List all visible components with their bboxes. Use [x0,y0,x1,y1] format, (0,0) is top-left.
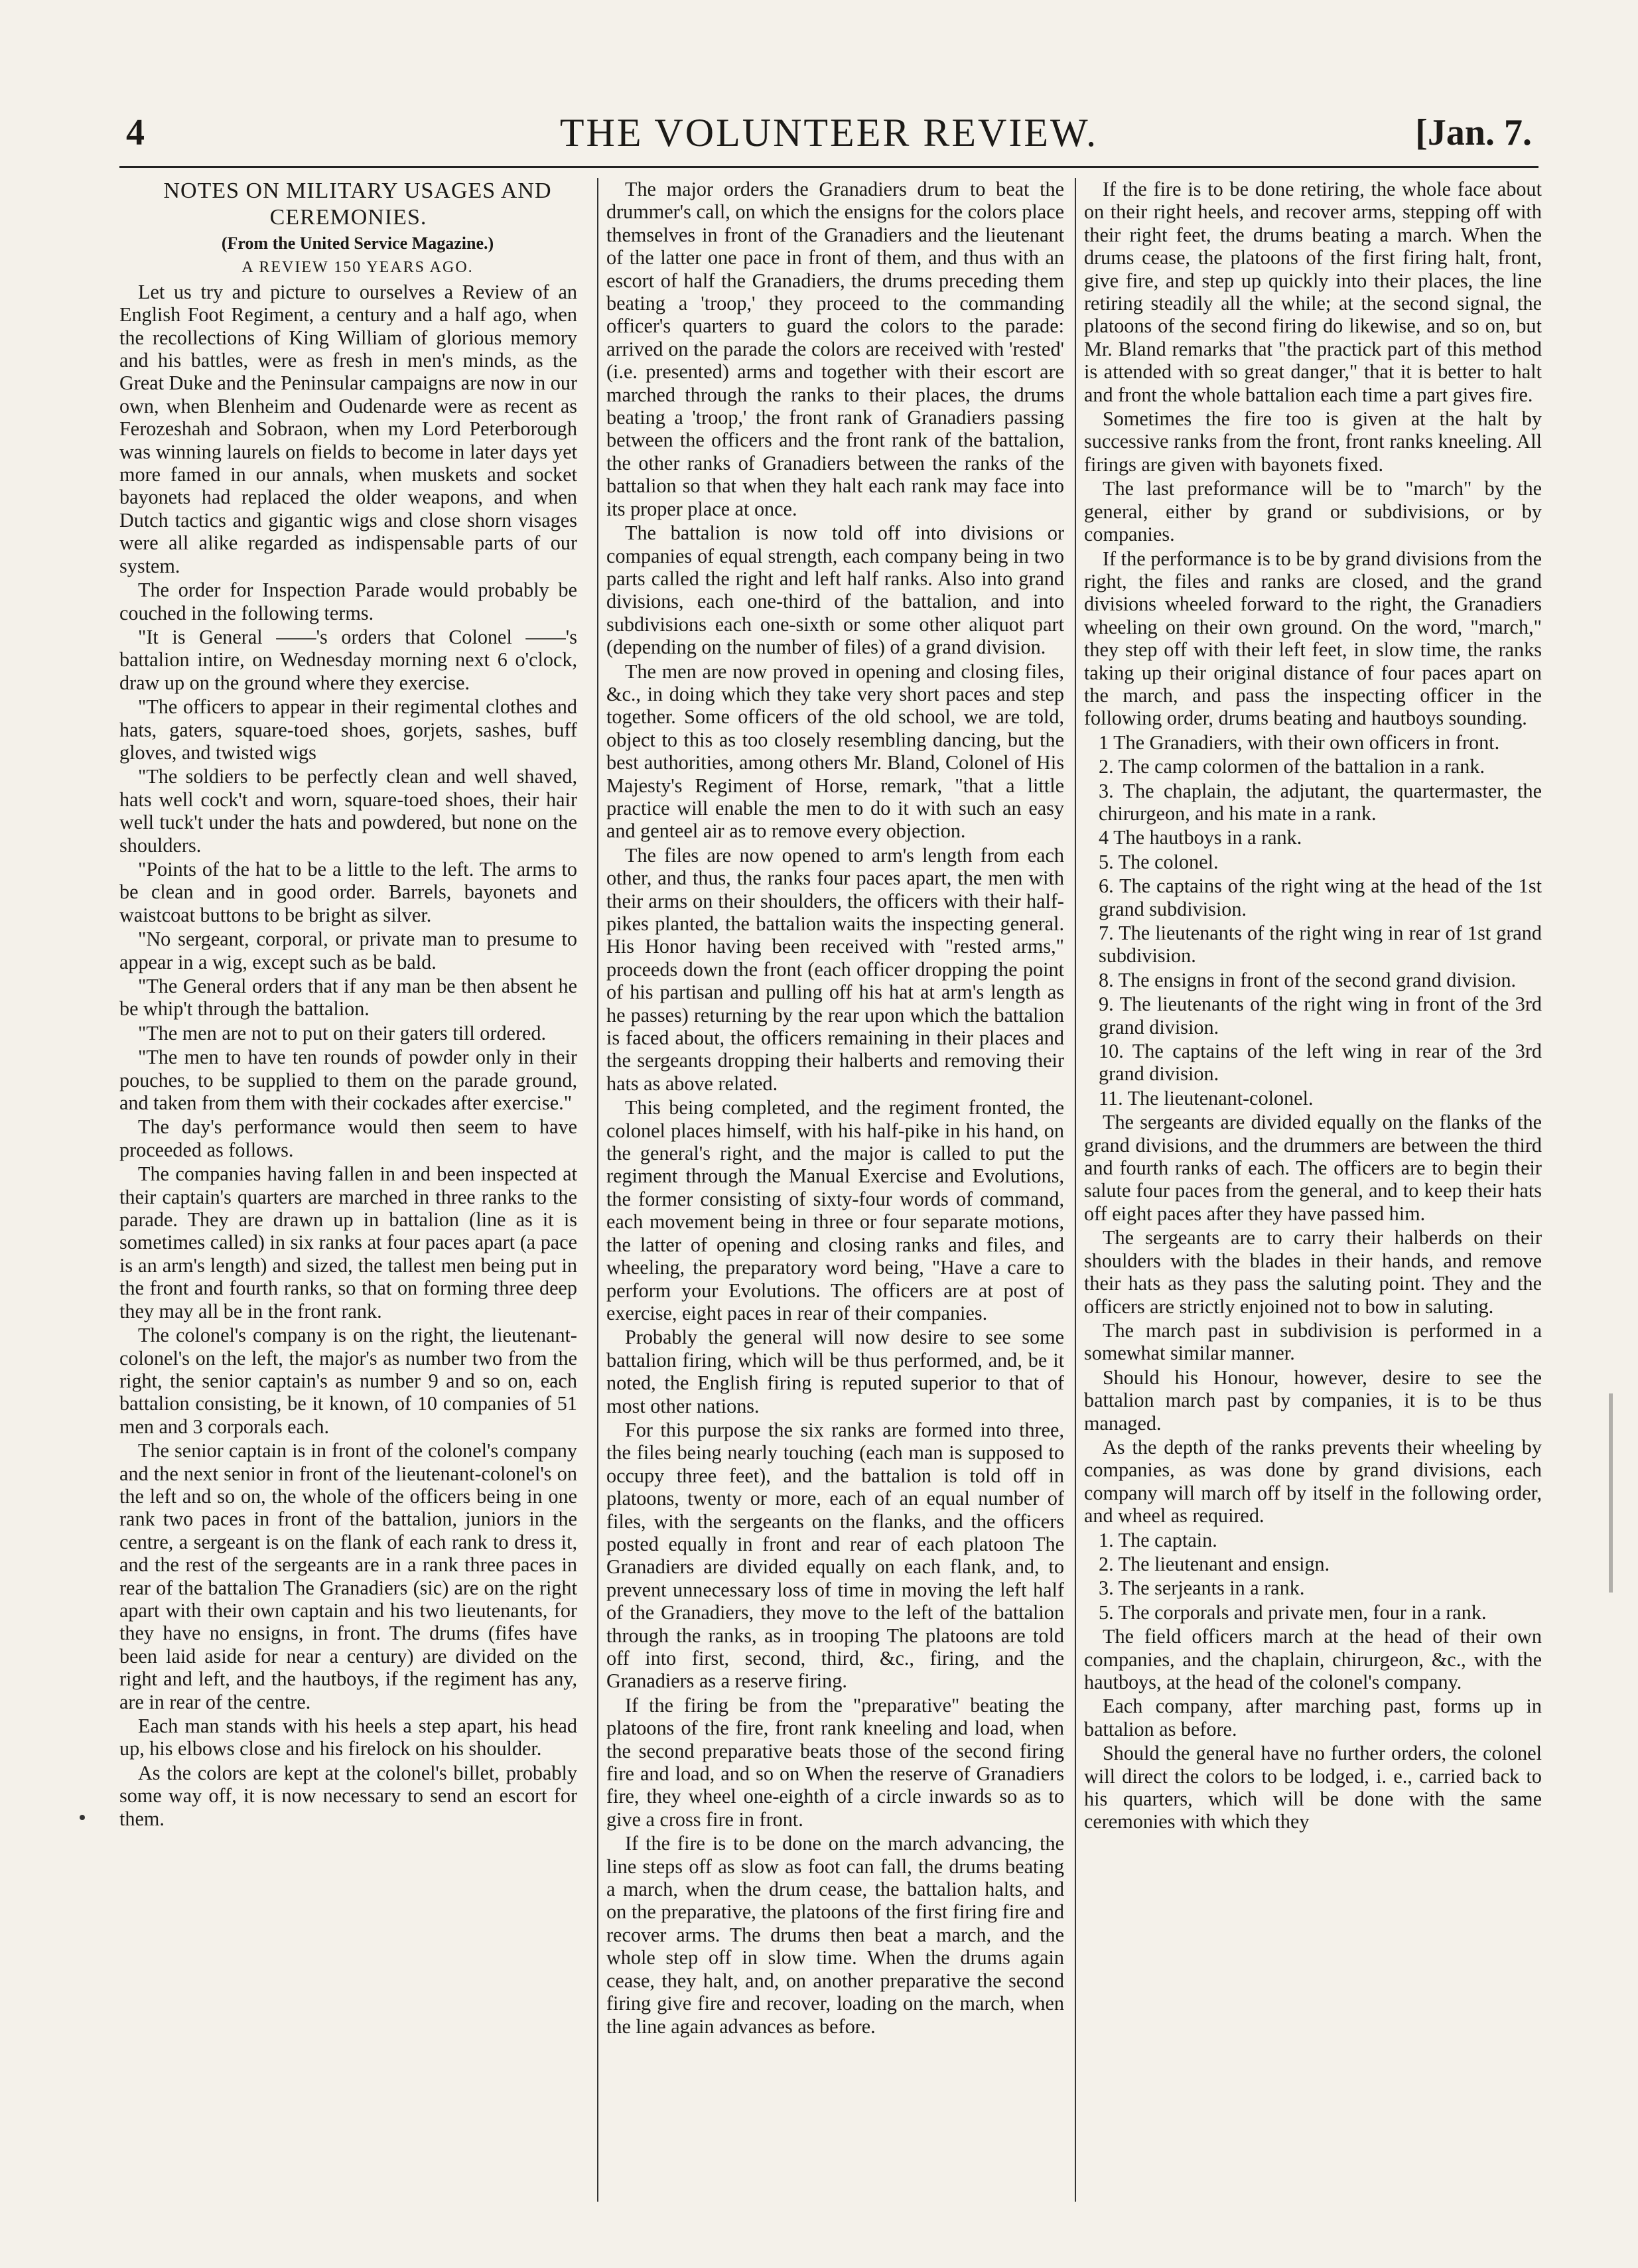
paragraph: Each company, after marching past, forms up in battalion as before. [1084,1695,1542,1740]
paragraph: "No sergeant, corporal, or private man to presume to appear in a wig, except such as be bald. [119,928,577,973]
order-list-item: 2. The camp colormen of the battalion in a rank. [1099,755,1485,778]
page-header [119,106,1538,168]
paragraph: If the fire is to be done on the march advancing, the line steps off as slow as foot can fall, the drums beating a march, when the drum cease, the battalion halts, and on the preparative, the platoons of the first firing fire and recover arms. The drums then beat a march, and the whole step off in slow time. When the drums again cease, they halt, and, on another preparative the second firing give fire and recover, loading on the march, when the line again advances as before. [606,1832,1064,2038]
paragraph: The sergeants are to carry their halberds on their shoulders with the blades in their hands, and remove their hats as they pass the saluting point. They and the officers are strictly enjoined not to bow in saluting. [1084,1226,1542,1318]
paragraph: Should the general have no further orders, the colonel will direct the colors to be lodged, i. e., carried back to his quarters, which will be done with the same ceremonies with which they [1084,1742,1542,1833]
paragraph: The companies having fallen in and been inspected at their captain's quarters are marched in three ranks to the parade. They are drawn up in battalion (line as it is sometimes called) in six ranks at four paces apart (a pace is an arm's length) and sized, the tallest men being put in the front and fourth ranks, so that on forming three deep they may all be in the front rank. [119,1163,577,1322]
paragraph: Should his Honour, however, desire to see the battalion march past by companies, it is to be thus managed. [1084,1366,1542,1435]
paragraph: "Points of the hat to be a little to the left. The arms to be clean and in good order. Barrels, bayonets and waistcoat buttons to be bright as silver. [119,857,577,926]
order-list-item: 3. The serjeants in a rank. [1099,1577,1305,1600]
paragraph: If the fire is to be done retiring, the whole face about on their right heels, and recover arms, stepping off with their right feet, the drums beating a march. When the drums cease, the platoons of the first firing halt, front, give fire, and step up quickly into their places, the line retiring steadily all the while; at the second signal, the platoons of the second firing do likewise, and so on, but Mr. Bland remarks that "the practick part of this method is attended with so great danger," that it is better to halt and front the whole battalion each time a part gives fire. [1084,178,1542,406]
publication-title: THE VOLUNTEER REVIEW. [559,111,1099,155]
order-list-item: 9. The lieutenants of the right wing in front of the 3rd grand division. [1099,993,1542,1038]
order-list-item: 1. The captain. [1099,1528,1217,1551]
paragraph: The men are now proved in opening and closing files, &c., in doing which they take very short paces and step together. Some officers of the old school, we are told, object to this as too closely resembling dancing, but the best authorities, among others Mr. Bland, Colonel of His Majesty's Regiment of Horse, remark, "that a little practice will enable the men to do it with such an easy and genteel air as to remove every objection. [606,660,1064,843]
paragraph: If the performance is to be by grand divisions from the right, the files and ranks are closed, and the grand divisions wheeled forward to the right, the Granadiers wheeling on their own ground. On the word, "march," they step off with their left feet, in slow time, the ranks taking up their original distance of four paces apart on the march, and pass the inspecting officer in the following order, drums beating and hautboys sounding. [1084,547,1542,730]
paragraph: "It is General ——'s orders that Colonel ——'s battalion intire, on Wednesday morning next 6 o'clock, draw up on the ground where they exercise. [119,625,577,694]
paragraph: The major orders the Granadiers drum to beat the drummer's call, on which the ensigns for the colors place themselves in front of the Granadiers and the lieutenant of the latter one pace in front of them, and thus with an escort of half the Granadiers, the drums preceding them beating a 'troop,' they proceed to the commanding officer's quarters to guard the colors to the parade: arrived on the parade the colors are received with 'rested' (i.e. presented) arms and together with their escort are marched through the ranks to their places, the drums beating a 'troop,' the front rank of Granadiers passing between the officers and the front rank of the battalion, the other ranks of Granadiers between the ranks of the battalion so that when they halt each rank may face into its proper place at once. [606,178,1064,520]
order-list-item: 10. The captains of the left wing in rear of the 3rd grand division. [1099,1040,1542,1086]
order-list-item: 5. The colonel. [1099,850,1219,873]
paragraph: Let us try and picture to ourselves a Review of an English Foot Regiment, a century and a half ago, when the recollections of King William of glorious memory and his battles, were as fresh in men's minds, as the Great Duke and the Peninsular campaigns are now in our own, when Blenheim and Oudenarde were as recent as Ferozeshah and Sobraon, when my Lord Peterborough was winning laurels on fields to become in later days yet more famed in our annals, when muskets and socket bayonets had replaced the older weapons, and when Dutch tactics and gigantic wigs and close shorn visages were all alike regarded as indispensable parts of our system. [119,280,577,577]
paragraph: The order for Inspection Parade would probably be couched in the following terms. [119,579,577,624]
article-title: NOTES ON MILITARY USAGES AND CEREMONIES. [163,178,552,230]
paragraph: Sometimes the fire too is given at the halt by successive ranks from the front, front ranks kneeling. All firings are given with bayonets fixed. [1084,407,1542,476]
paragraph: As the depth of the ranks prevents their wheeling by companies, as was done by grand divisions, each company will march off by itself in the following order, and wheel as required. [1084,1435,1542,1527]
ink-speck [80,1815,85,1820]
order-list-item: 4 The hautboys in a rank. [1099,826,1302,849]
paragraph: For this purpose the six ranks are formed into three, the files being nearly touching (each man is supposed to occupy three feet), and the battalion is told off in platoons, twenty or more, each of an equal number of files, with the sergeants on the flanks, and the officers posted equally in front and rear of each platoon The Granadiers are divided equally on each flank, and, to prevent unnecessary loss of time in moving the left half of the Granadiers, they move to the left of the battalion through the ranks, as in trooping The platoons are told off into first, second, third, &c., firing, and the Granadiers as a reserve firing. [606,1418,1064,1693]
paragraph: The battalion is now told off into divisions or companies of equal strength, each company being in two parts called the right and left half ranks. Also into grand divisions, each one-third of the battalion, and into subdivisions each one-sixth or some other aliquot part (depending on the number of files) of a grand division. [606,522,1064,659]
page-edge-shadow [1609,1393,1613,1593]
order-list-item: 11. The lieutenant-colonel. [1099,1086,1314,1109]
paragraph: The field officers march at the head of their own companies, and the chaplain, chirurgeon, &c., with the hautboys, at the head of the colonel's company. [1084,1625,1542,1693]
order-list-item: 5. The corporals and private men, four in a rank. [1099,1600,1487,1624]
paragraph: The sergeants are divided equally on the flanks of the grand divisions, and the drummers are between the third and fourth ranks of each. The officers are to begin their salute four paces from the general, and to keep their hats off eight paces after they have passed him. [1084,1111,1542,1225]
issue-date: [Jan. 7. [1415,112,1532,153]
paragraph: The colonel's company is on the right, the lieutenant-colonel's on the left, the major's as number two from the right, the senior captain's as number 9 and so on, each battalion consisting, be it known, of 10 companies of 51 men and 3 corporals each. [119,1324,577,1438]
paragraph: If the firing be from the "preparative" beating the platoons of the fire, front rank kneeling and load, when the second preparative beats those of the second firing fire and load, and so on When the reserve of Granadiers fire, they wheel one-eighth of a circle inwards so as to give a cross fire in front. [606,1693,1064,1831]
paragraph: Probably the general will now desire to see some battalion firing, which will be thus performed, and, be it noted, the English firing is reputed superior to that of most other nations. [606,1326,1064,1417]
paragraph: "The officers to appear in their regimental clothes and hats, gaters, square-toed shoes, gorjets, sashes, buff gloves, and twisted wigs [119,695,577,764]
paragraph: The march past in subdivision is performed in a somewhat similar manner. [1084,1318,1542,1365]
paragraph: "The men are not to put on their gaters till ordered. [138,1021,547,1044]
paragraph: This being completed, and the regiment fronted, the colonel places himself, with his half-pike in his hand, on the general's right, and the major is called to put the regiment through the Manual Exercise and Evolutions, the former consisting of sixty-four words of command, each movement being in three or four separate motions, the latter of opening and closing ranks and files, and wheeling, the preparatory word being, "Have a care to perform your Evolutions. The officers are at post of exercise, eight paces in rear of their companies. [606,1096,1064,1324]
order-list-item: 2. The lieutenant and ensign. [1099,1552,1330,1575]
order-list-item: 3. The chaplain, the adjutant, the quartermaster, the chirurgeon, and his mate in a rank. [1099,779,1542,825]
order-list-item: 6. The captains of the right wing at the head of the 1st grand subdivision. [1099,875,1542,920]
paragraph: "The men to have ten rounds of powder only in their pouches, to be supplied to them on the parade ground, and taken from them with their cockades after exercise." [119,1046,577,1115]
paragraph: The last preformance will be to "march" by the general, either by grand or subdivisions, or by companies. [1084,477,1542,546]
article-columns [119,178,1542,2202]
paragraph: "The soldiers to be perfectly clean and well shaved, hats well cock't and worn, square-toed shoes, their hair well tuck't under the hats and powdered, but none on the shoulders. [119,765,577,857]
column-3 [1075,178,1542,2202]
paragraph: Each man stands with his heels a step apart, his head up, his elbows close and his firelock on his shoulder. [119,1715,577,1760]
column-2 [597,178,1064,2202]
order-list-item: 7. The lieutenants of the right wing in rear of 1st grand subdivision. [1099,922,1542,967]
page-number: 4 [126,112,145,153]
paragraph: "The General orders that if any man be then absent he be whip't through the battalion. [119,975,577,1021]
paragraph: The senior captain is in front of the colonel's company and the next senior in front of the lieutenant-colonel's on the left and so on, the whole of the officers being in one rank two paces in front of the battalion, juniors in the centre, a sergeant is on the flank of each rank to dress it, and the rest of the sergeants are in a rank three paces in rear of the battalion The Granadiers (sic) are on the right apart with their own captain and his two lieutenants, for they have no ensigns, in front. The drums (fifes have been laid aside for near a century) are divided on the right and left, and the hautboys, if the regiment has any, are in rear of the centre. [119,1439,577,1713]
order-list-item: 8. The ensigns in front of the second grand division. [1099,968,1517,991]
article-subtitle: A REVIEW 150 YEARS AGO. [241,259,474,277]
column-1 [119,178,577,2202]
article-source: (From the United Service Magazine.) [221,234,494,253]
order-list-item: 1 The Granadiers, with their own officers in front. [1099,731,1500,754]
paragraph: As the colors are kept at the colonel's billet, probably some way off, it is now necessary to send an escort for them. [119,1761,577,1830]
paragraph: The day's performance would then seem to have proceeded as follows. [119,1115,577,1161]
paragraph: The files are now opened to arm's length from each other, and thus, the ranks four paces apart, the men with their arms on their shoulders, the officers with their half-pikes planted, the battalion waits the inspecting general. His Honor having been received with "rested arms," proceeds down the front (each officer dropping the point of his partisan and pulling off his hat at arm's length as he passes) returning by the rear upon which the battalion is faced about, the officers remaining in their places and the sergeants dropping their halberts and removing their hats as above related. [606,843,1064,1095]
